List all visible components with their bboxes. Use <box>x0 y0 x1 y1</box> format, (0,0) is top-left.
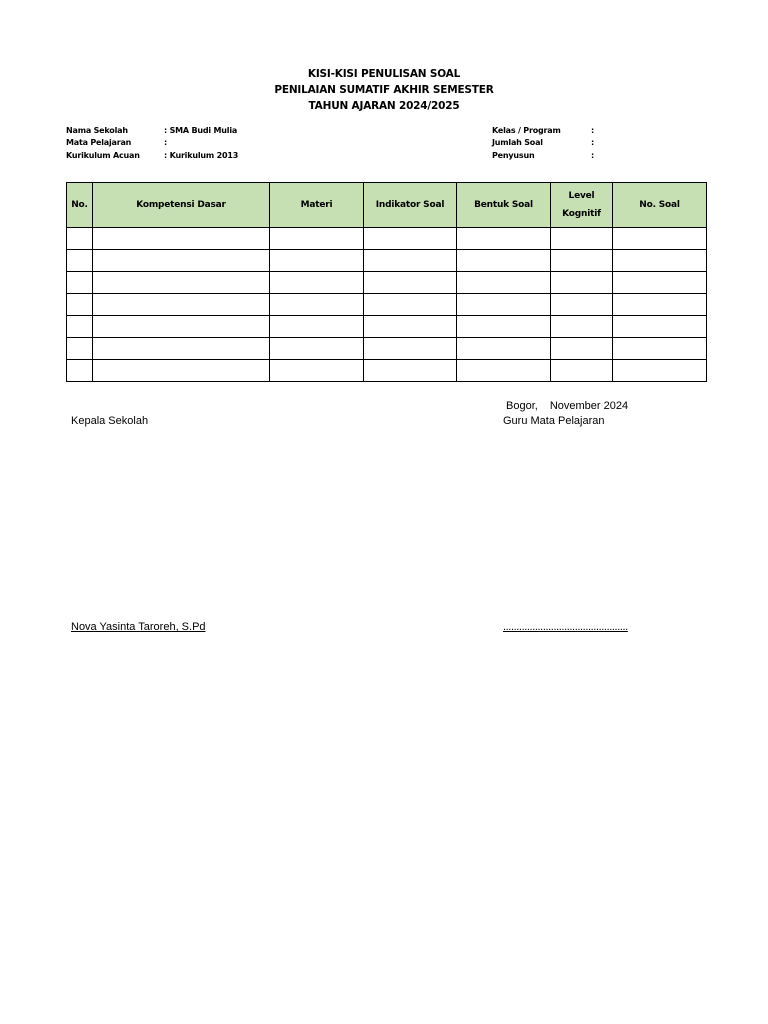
header-no: No. <box>67 183 93 228</box>
info-row-kurikulum-acuan <box>66 150 366 162</box>
left-signature-role: Kepala Sekolah <box>71 415 149 427</box>
table-cell[interactable] <box>457 338 551 360</box>
table-cell[interactable] <box>551 228 613 250</box>
table-cell[interactable] <box>93 272 270 294</box>
table-cell[interactable] <box>364 360 457 382</box>
table-cell[interactable] <box>67 272 93 294</box>
table-cell[interactable] <box>613 228 707 250</box>
table-cell[interactable] <box>364 228 457 250</box>
info-value: : <box>591 150 594 160</box>
table-cell[interactable] <box>67 250 93 272</box>
table-cell[interactable] <box>364 272 457 294</box>
title-line-2: PENILAIAN SUMATIF AKHIR SEMESTER <box>274 84 494 96</box>
kisi-kisi-table <box>66 182 707 382</box>
table-header-row <box>67 183 707 228</box>
table-cell[interactable] <box>551 316 613 338</box>
header-bentuk-soal: Bentuk Soal <box>457 183 551 228</box>
info-row-mata-pelajaran <box>66 137 366 149</box>
table-cell[interactable] <box>457 360 551 382</box>
header-level-line1: Level <box>568 191 595 201</box>
table-cell[interactable] <box>270 360 364 382</box>
table-cell[interactable] <box>457 272 551 294</box>
table-cell[interactable] <box>270 272 364 294</box>
table-cell[interactable] <box>457 294 551 316</box>
table-cell[interactable] <box>93 338 270 360</box>
info-label: Kelas / Program <box>492 126 561 135</box>
table-cell[interactable] <box>270 316 364 338</box>
table-cell[interactable] <box>364 250 457 272</box>
table-cell[interactable] <box>364 316 457 338</box>
info-label: Penyusun <box>492 150 535 160</box>
right-signature-name: ............................................... <box>503 621 628 633</box>
table-cell[interactable] <box>93 294 270 316</box>
info-value: : <box>591 138 594 148</box>
table-cell[interactable] <box>613 294 707 316</box>
header-materi: Materi <box>270 183 364 228</box>
table-cell[interactable] <box>551 294 613 316</box>
table-cell[interactable] <box>67 294 93 316</box>
table-cell[interactable] <box>613 316 707 338</box>
table-cell[interactable] <box>551 250 613 272</box>
table-cell[interactable] <box>270 250 364 272</box>
table-cell[interactable] <box>93 316 270 338</box>
table-cell[interactable] <box>67 228 93 250</box>
table-row <box>67 250 707 272</box>
table-cell[interactable] <box>270 338 364 360</box>
document-title <box>0 66 768 114</box>
info-left-block <box>66 125 366 162</box>
info-value: : <box>164 138 167 148</box>
info-label: Kurikulum Acuan <box>66 150 140 160</box>
table-cell[interactable] <box>457 316 551 338</box>
table-cell[interactable] <box>457 250 551 272</box>
table-cell[interactable] <box>613 272 707 294</box>
table-cell[interactable] <box>270 228 364 250</box>
place-date <box>506 400 628 413</box>
table-cell[interactable] <box>67 316 93 338</box>
month-year: November 2024 <box>549 400 629 412</box>
table-cell[interactable] <box>93 250 270 272</box>
table-cell[interactable] <box>364 338 457 360</box>
header-kompetensi-dasar: Kompetensi Dasar <box>93 183 270 228</box>
table-row <box>67 360 707 382</box>
table-cell[interactable] <box>551 360 613 382</box>
header-level-kognitif <box>551 183 613 228</box>
table-cell[interactable] <box>364 294 457 316</box>
header-no-soal: No. Soal <box>613 183 707 228</box>
title-line-3: TAHUN AJARAN 2024/2025 <box>308 100 460 112</box>
right-signature-role: Guru Mata Pelajaran <box>503 415 605 427</box>
info-row-kelas-program <box>492 125 692 137</box>
info-label: Jumlah Soal <box>492 138 543 148</box>
info-row-penyusun <box>492 150 692 162</box>
info-row-jumlah-soal <box>492 137 692 149</box>
table-cell[interactable] <box>270 294 364 316</box>
info-row-nama-sekolah <box>66 125 366 137</box>
header-level-line2: Kognitif <box>562 209 601 219</box>
info-label: Nama Sekolah <box>66 126 128 135</box>
table-cell[interactable] <box>613 360 707 382</box>
table-cell[interactable] <box>67 360 93 382</box>
info-right-block <box>492 125 692 162</box>
table-cell[interactable] <box>67 338 93 360</box>
table-row <box>67 338 707 360</box>
info-value: : SMA Budi Mulia <box>164 126 238 135</box>
table-body <box>67 228 707 382</box>
info-label: Mata Pelajaran <box>66 138 132 148</box>
table-cell[interactable] <box>613 250 707 272</box>
title-line-1: KISI-KISI PENULISAN SOAL <box>307 68 461 80</box>
left-signature-name: Nova Yasinta Taroreh, S.Pd <box>71 621 206 633</box>
header-indikator-soal: Indikator Soal <box>364 183 457 228</box>
table-row <box>67 316 707 338</box>
table-cell[interactable] <box>93 360 270 382</box>
table-cell[interactable] <box>457 228 551 250</box>
info-value: : <box>591 126 594 135</box>
table-cell[interactable] <box>551 272 613 294</box>
table-cell[interactable] <box>551 338 613 360</box>
place: Bogor, <box>506 400 538 412</box>
table-cell[interactable] <box>93 228 270 250</box>
table-cell[interactable] <box>613 338 707 360</box>
table-row <box>67 294 707 316</box>
info-value: : Kurikulum 2013 <box>164 150 239 160</box>
table-row <box>67 228 707 250</box>
table-row <box>67 272 707 294</box>
